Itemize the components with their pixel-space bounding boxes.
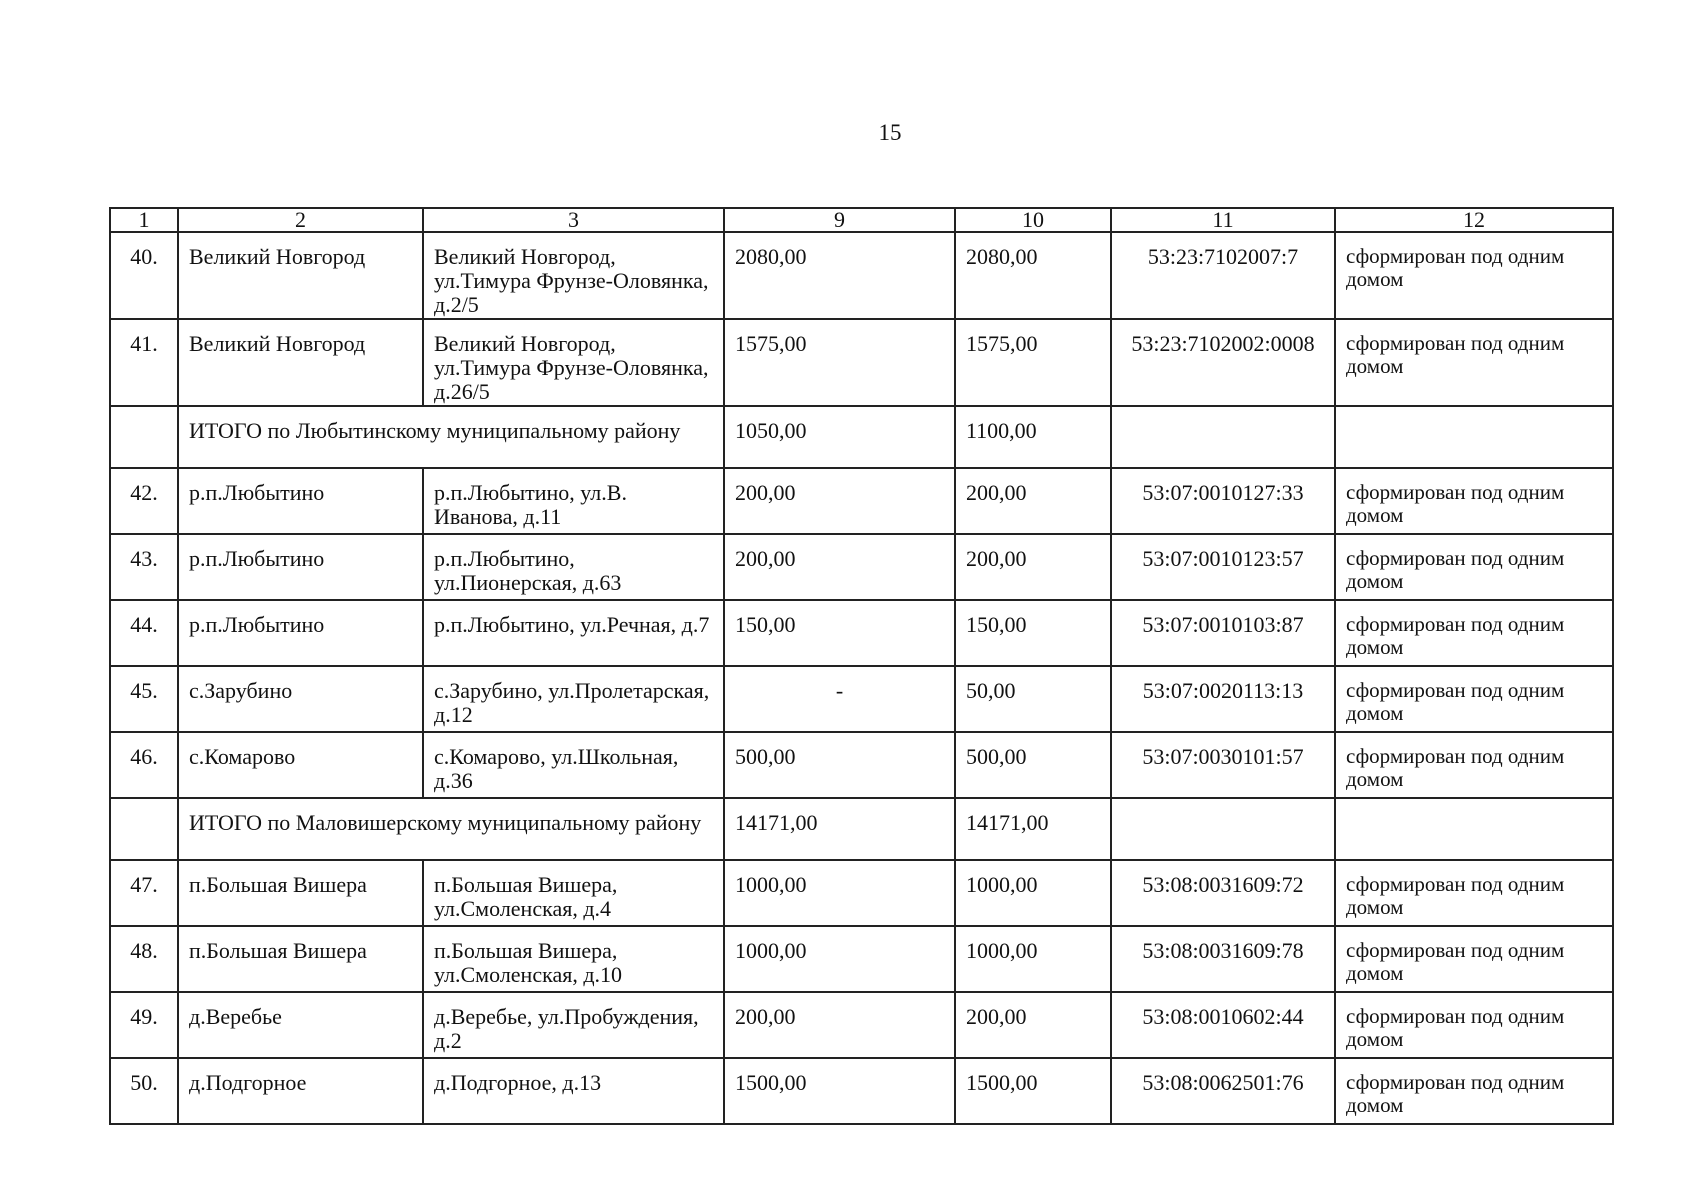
subtotal-row xyxy=(110,798,1613,860)
address-cell: д.Веребье, ул.Пробуждения, д.2 xyxy=(423,992,724,1058)
header-cell-col10: 10 xyxy=(955,208,1111,232)
status-cell: сформирован под одним домом xyxy=(1335,1058,1613,1124)
col9-value: 200,00 xyxy=(724,534,955,600)
status-cell: сформирован под одним домом xyxy=(1335,534,1613,600)
subtotal-label: ИТОГО по Любытинскому муниципальному району xyxy=(178,406,724,468)
table-row xyxy=(110,732,1613,798)
col10-value: 1000,00 xyxy=(955,926,1111,992)
header-cell-col9: 9 xyxy=(724,208,955,232)
table-row xyxy=(110,319,1613,406)
header-cell-col11: 11 xyxy=(1111,208,1335,232)
col9-value: 200,00 xyxy=(724,992,955,1058)
subtotal-col10: 1100,00 xyxy=(955,406,1111,468)
empty-cell xyxy=(1111,798,1335,860)
table-row xyxy=(110,666,1613,732)
address-cell: п.Большая Вишера, ул.Смоленская, д.10 xyxy=(423,926,724,992)
row-number: 42. xyxy=(110,468,178,534)
col9-value: 1575,00 xyxy=(724,319,955,406)
table-row xyxy=(110,926,1613,992)
col10-value: 1000,00 xyxy=(955,860,1111,926)
table-row xyxy=(110,992,1613,1058)
table-row xyxy=(110,600,1613,666)
table-row xyxy=(110,534,1613,600)
page-number: 15 xyxy=(878,120,902,145)
cadastral-number: 53:07:0010103:87 xyxy=(1111,600,1335,666)
col10-value: 200,00 xyxy=(955,468,1111,534)
locality-cell: Великий Новгород xyxy=(178,232,423,319)
row-number: 40. xyxy=(110,232,178,319)
col9-value: 1000,00 xyxy=(724,860,955,926)
empty-cell xyxy=(1111,406,1335,468)
col9-value: 2080,00 xyxy=(724,232,955,319)
table-row xyxy=(110,468,1613,534)
locality-cell: р.п.Любытино xyxy=(178,534,423,600)
address-cell: Великий Новгород, ул.Тимура Фрунзе-Оловянка, д.2/5 xyxy=(423,232,724,319)
col9-value: - xyxy=(724,666,955,732)
table-body xyxy=(110,232,1613,1124)
locality-cell: с.Зарубино xyxy=(178,666,423,732)
table-row xyxy=(110,232,1613,319)
cadastral-number: 53:08:0010602:44 xyxy=(1111,992,1335,1058)
subtotal-col10: 14171,00 xyxy=(955,798,1111,860)
subtotal-col9: 1050,00 xyxy=(724,406,955,468)
row-number: 41. xyxy=(110,319,178,406)
status-cell: сформирован под одним домом xyxy=(1335,732,1613,798)
cadastral-number: 53:07:0020113:13 xyxy=(1111,666,1335,732)
col10-value: 150,00 xyxy=(955,600,1111,666)
locality-cell: р.п.Любытино xyxy=(178,468,423,534)
col10-value: 50,00 xyxy=(955,666,1111,732)
land-plots-table xyxy=(109,207,1614,1125)
cadastral-number: 53:23:7102002:0008 xyxy=(1111,319,1335,406)
locality-cell: п.Большая Вишера xyxy=(178,860,423,926)
status-cell: сформирован под одним домом xyxy=(1335,992,1613,1058)
status-cell: сформирован под одним домом xyxy=(1335,232,1613,319)
cadastral-number: 53:08:0031609:78 xyxy=(1111,926,1335,992)
header-cell-col12: 12 xyxy=(1335,208,1613,232)
subtotal-col9: 14171,00 xyxy=(724,798,955,860)
row-number: 45. xyxy=(110,666,178,732)
empty-cell xyxy=(110,798,178,860)
col10-value: 200,00 xyxy=(955,534,1111,600)
status-cell: сформирован под одним домом xyxy=(1335,666,1613,732)
cadastral-number: 53:08:0031609:72 xyxy=(1111,860,1335,926)
row-number: 44. xyxy=(110,600,178,666)
subtotal-row xyxy=(110,406,1613,468)
cadastral-number: 53:07:0030101:57 xyxy=(1111,732,1335,798)
row-number: 50. xyxy=(110,1058,178,1124)
row-number: 48. xyxy=(110,926,178,992)
locality-cell: Великий Новгород xyxy=(178,319,423,406)
locality-cell: с.Комарово xyxy=(178,732,423,798)
header-cell-col1: 1 xyxy=(110,208,178,232)
cadastral-number: 53:07:0010127:33 xyxy=(1111,468,1335,534)
cadastral-number: 53:08:0062501:76 xyxy=(1111,1058,1335,1124)
col9-value: 150,00 xyxy=(724,600,955,666)
address-cell: д.Подгорное, д.13 xyxy=(423,1058,724,1124)
locality-cell: д.Веребье xyxy=(178,992,423,1058)
status-cell: сформирован под одним домом xyxy=(1335,600,1613,666)
table-row xyxy=(110,860,1613,926)
address-cell: Великий Новгород, ул.Тимура Фрунзе-Оловянка, д.26/5 xyxy=(423,319,724,406)
empty-cell xyxy=(1335,798,1613,860)
row-number: 49. xyxy=(110,992,178,1058)
address-cell: р.п.Любытино, ул.Пионерская, д.63 xyxy=(423,534,724,600)
address-cell: р.п.Любытино, ул.Речная, д.7 xyxy=(423,600,724,666)
col10-value: 1500,00 xyxy=(955,1058,1111,1124)
locality-cell: д.Подгорное xyxy=(178,1058,423,1124)
empty-cell xyxy=(1335,406,1613,468)
status-cell: сформирован под одним домом xyxy=(1335,860,1613,926)
header-cell-col2: 2 xyxy=(178,208,423,232)
address-cell: с.Зарубино, ул.Пролетарская, д.12 xyxy=(423,666,724,732)
col10-value: 500,00 xyxy=(955,732,1111,798)
col9-value: 1000,00 xyxy=(724,926,955,992)
col10-value: 1575,00 xyxy=(955,319,1111,406)
empty-cell xyxy=(110,406,178,468)
status-cell: сформирован под одним домом xyxy=(1335,319,1613,406)
cadastral-number: 53:07:0010123:57 xyxy=(1111,534,1335,600)
address-cell: р.п.Любытино, ул.В. Иванова, д.11 xyxy=(423,468,724,534)
locality-cell: п.Большая Вишера xyxy=(178,926,423,992)
col10-value: 200,00 xyxy=(955,992,1111,1058)
col9-value: 1500,00 xyxy=(724,1058,955,1124)
locality-cell: р.п.Любытино xyxy=(178,600,423,666)
subtotal-label: ИТОГО по Маловишерскому муниципальному району xyxy=(178,798,724,860)
cadastral-number: 53:23:7102007:7 xyxy=(1111,232,1335,319)
table-header xyxy=(110,208,1613,232)
header-row xyxy=(110,208,1613,232)
header-cell-col3: 3 xyxy=(423,208,724,232)
status-cell: сформирован под одним домом xyxy=(1335,926,1613,992)
row-number: 46. xyxy=(110,732,178,798)
row-number: 43. xyxy=(110,534,178,600)
col10-value: 2080,00 xyxy=(955,232,1111,319)
address-cell: п.Большая Вишера, ул.Смоленская, д.4 xyxy=(423,860,724,926)
table-row xyxy=(110,1058,1613,1124)
address-cell: с.Комарово, ул.Школьная, д.36 xyxy=(423,732,724,798)
row-number: 47. xyxy=(110,860,178,926)
col9-value: 200,00 xyxy=(724,468,955,534)
col9-value: 500,00 xyxy=(724,732,955,798)
status-cell: сформирован под одним домом xyxy=(1335,468,1613,534)
